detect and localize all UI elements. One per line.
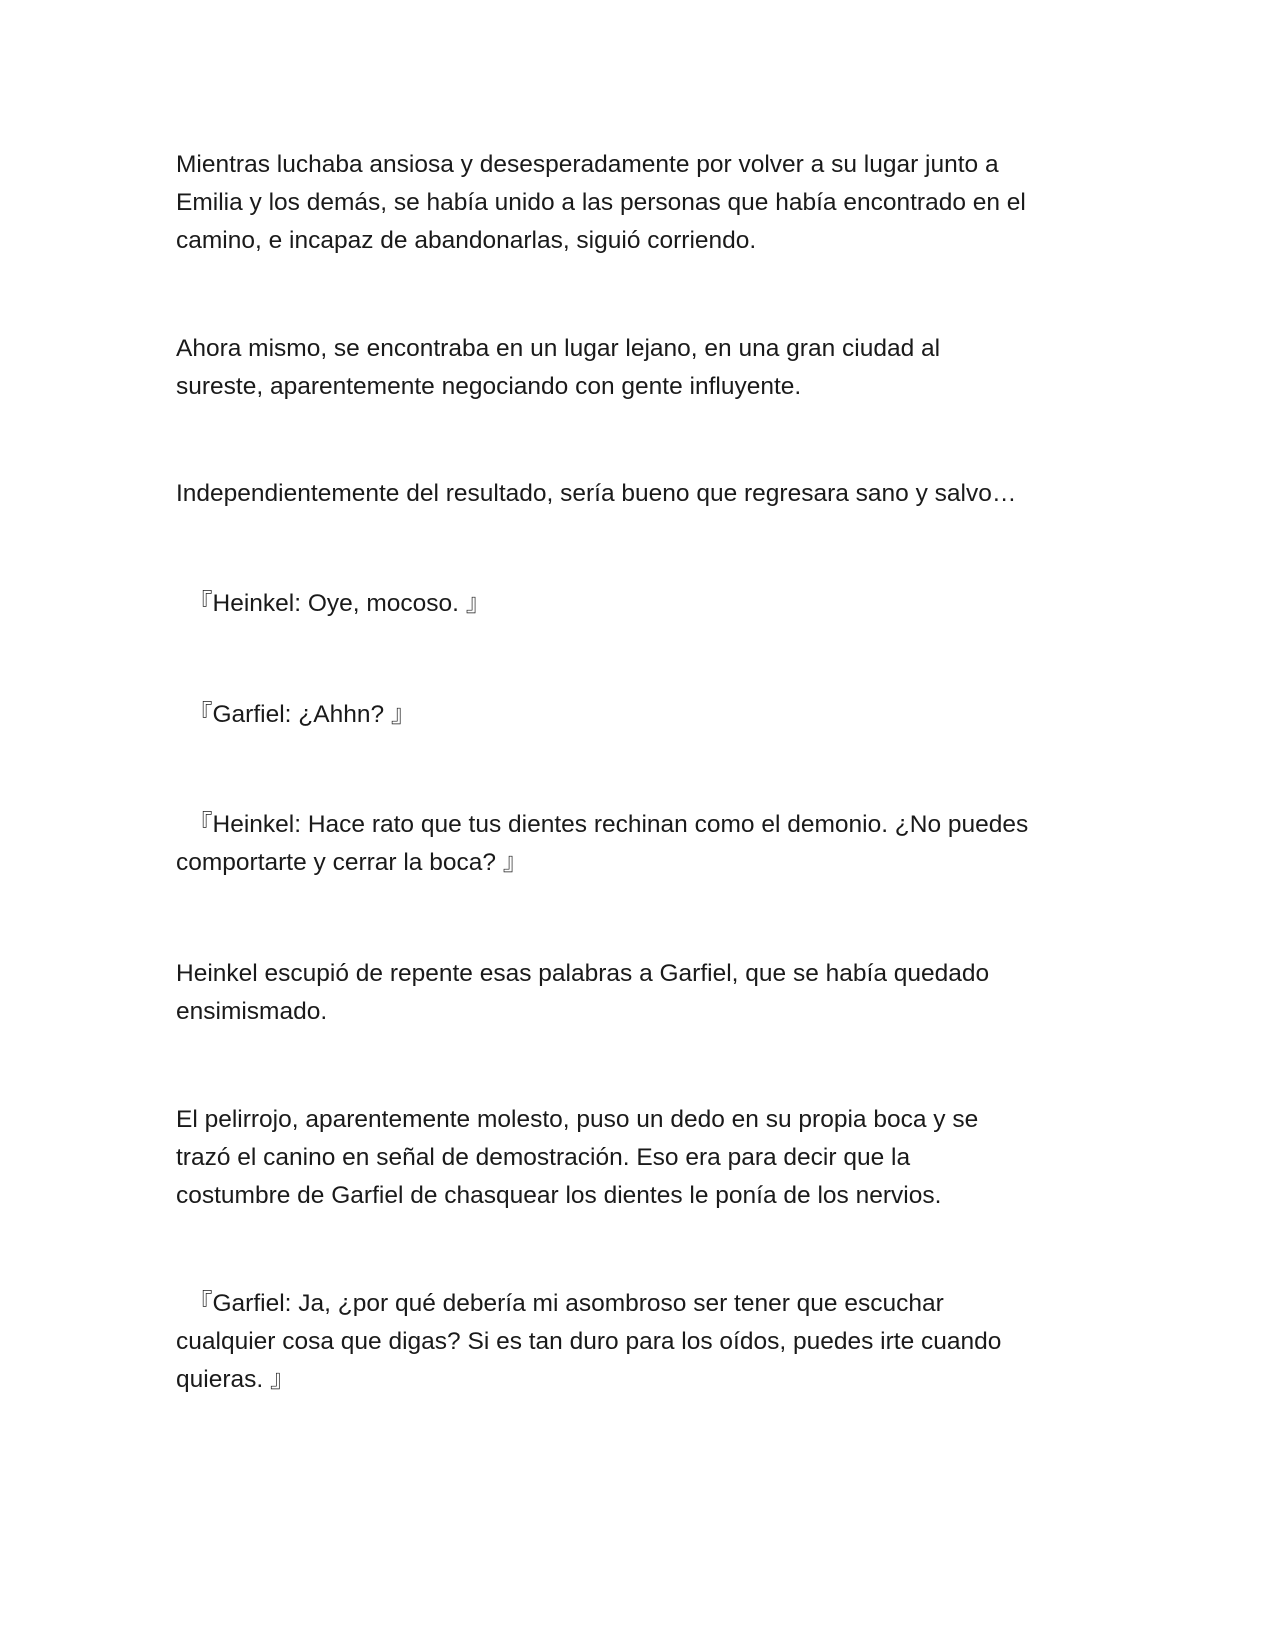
text-line: quieras. 』	[176, 1366, 295, 1393]
text-line: comportarte y cerrar la boca? 』	[176, 849, 528, 876]
text-line: Heinkel escupió de repente esas palabras a Garfiel, que se había quedado	[176, 960, 990, 987]
text-line: Mientras luchaba ansiosa y desesperadamente por volver a su lugar junto a	[176, 151, 999, 178]
text-line: ensimismado.	[176, 998, 328, 1025]
text-line: trazó el canino en señal de demostración. Eso era para decir que la	[176, 1144, 911, 1171]
text-line: 『Garfiel: ¿Ahhn? 』	[188, 701, 416, 728]
text-line: costumbre de Garfiel de chasquear los dientes le ponía de los nervios.	[176, 1182, 942, 1209]
text-line: 『Heinkel: Hace rato que tus dientes rechinan como el demonio. ¿No puedes	[188, 811, 1029, 838]
paragraph-dialogue	[176, 696, 1096, 734]
paragraph-dialogue	[176, 585, 1096, 623]
text-line: cualquier cosa que digas? Si es tan duro para los oídos, puedes irte cuando	[176, 1328, 1002, 1355]
text-line: Independientemente del resultado, sería bueno que regresara sano y salvo…	[176, 480, 1017, 507]
text-line: Ahora mismo, se encontraba en un lugar lejano, en una gran ciudad al	[176, 335, 941, 362]
paragraph-dialogue	[176, 1285, 1096, 1399]
paragraph-dialogue	[176, 806, 1096, 882]
paragraph-narration	[176, 1101, 1096, 1215]
text-line: Emilia y los demás, se había unido a las personas que había encontrado en el	[176, 189, 1026, 216]
paragraph-narration	[176, 475, 1096, 513]
text-line: 『Heinkel: Oye, mocoso. 』	[188, 590, 491, 617]
text-line: 『Garfiel: Ja, ¿por qué debería mi asombroso ser tener que escuchar	[188, 1290, 944, 1317]
paragraph-narration	[176, 955, 1096, 1031]
paragraph-narration	[176, 146, 1096, 260]
paragraph-narration	[176, 330, 1096, 406]
text-line: El pelirrojo, aparentemente molesto, puso un dedo en su propia boca y se	[176, 1106, 979, 1133]
text-line: sureste, aparentemente negociando con gente influyente.	[176, 373, 802, 400]
text-line: camino, e incapaz de abandonarlas, siguió corriendo.	[176, 227, 757, 254]
